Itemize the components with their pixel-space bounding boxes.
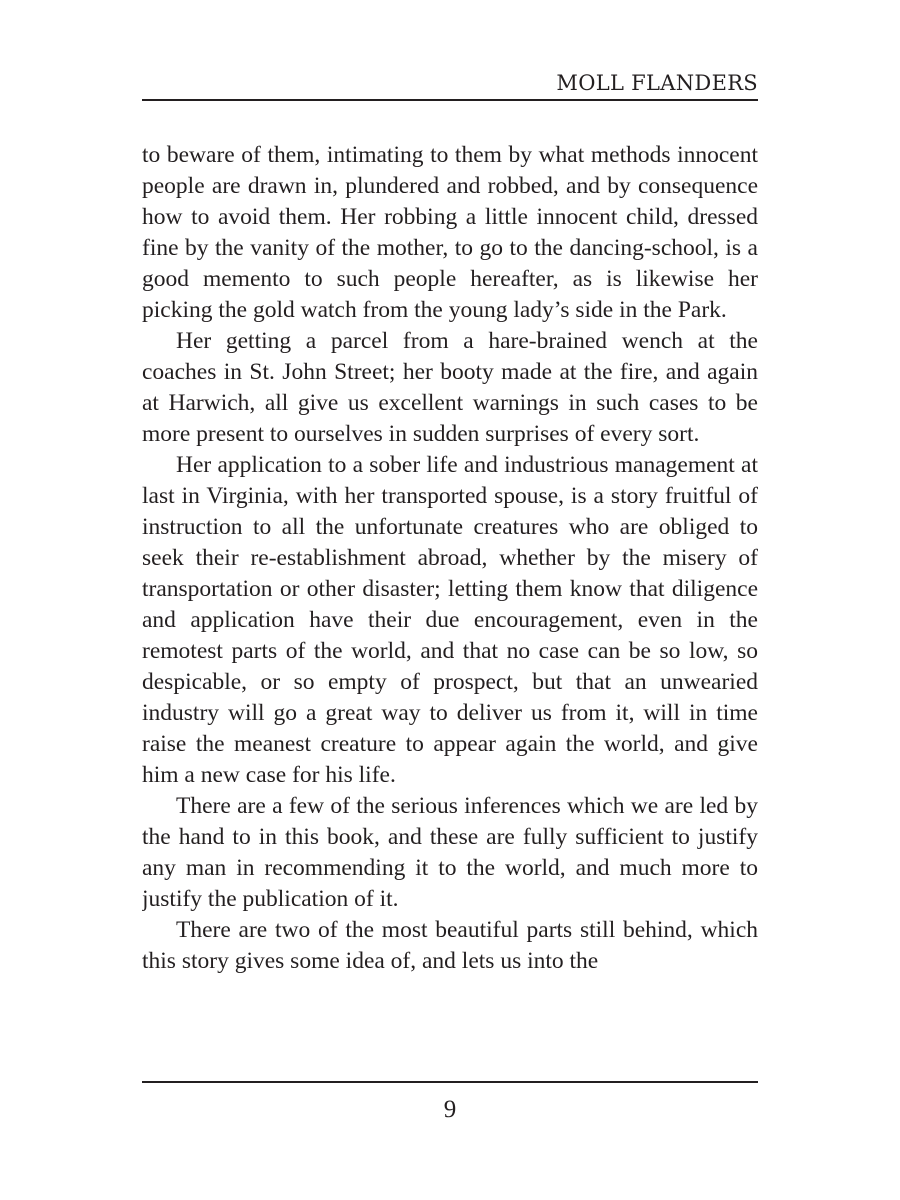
paragraph-2: Her getting a parcel from a hare-brained wench at the coaches in St. John Street; her booty made at the fire, and again at Harwich, all give us excellent warnings in such cases to be more present to ourselves in sudden surprises of every sort. (142, 328, 758, 447)
running-head-title: MOLL FLANDERS (556, 71, 758, 95)
body-text (142, 140, 758, 1060)
paragraph-1: to beware of them, intimating to them by what methods innocent people are drawn in, plundered and robbed, and by consequence how to avoid them. Her robbing a little innocent child, dressed fine by the vanity of the mother, to go to the dancing-school, is a good memento to such people hereafter, as is likewise her picking the gold watch from the young lady’s side in the Park. (142, 142, 758, 323)
paragraph-5: There are two of the most beautiful parts still behind, which this story gives some idea of, and lets us into the (142, 917, 758, 974)
footer-rule (142, 1081, 758, 1083)
paragraph-4: There are a few of the serious inferences which we are led by the hand to in this book, and these are fully sufficient to justify any man in recommending it to the world, and much more to justify the publication of it. (142, 793, 758, 912)
page-number: 9 (443, 1096, 457, 1123)
header-rule (142, 99, 758, 101)
paragraph-3: Her application to a sober life and industrious management at last in Virginia, with her transported spouse, is a story fruitful of instruction to all the unfortunate creatures who are obliged to seek their re-establishment abroad, whether by the misery of transportation or other disaster; letting them know that diligence and application have their due encouragement, even in the remotest parts of the world, and that no case can be so low, so despicable, or so empty of prospect, but that an unwearied industry will go a great way to deliver us from it, will in time raise the meanest creature to appear again the world, and give him a new case for his life. (142, 452, 758, 788)
